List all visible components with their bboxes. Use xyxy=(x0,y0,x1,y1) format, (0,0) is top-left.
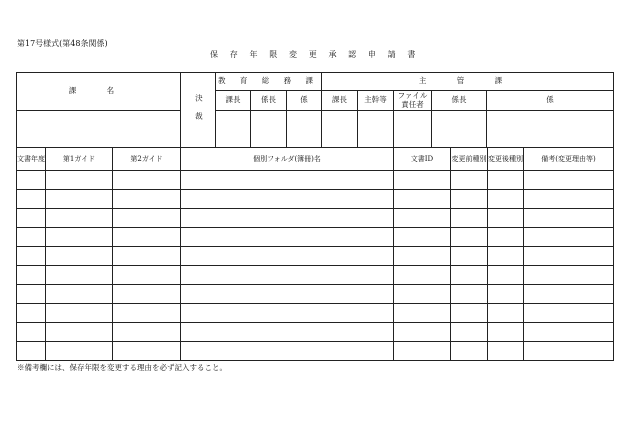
header-bunsho-nendo: 文書年度 xyxy=(17,148,46,171)
table-row xyxy=(17,171,614,190)
seal-cell[interactable] xyxy=(322,111,358,148)
entry-cell[interactable] xyxy=(524,209,614,228)
table-row xyxy=(17,247,614,266)
shukan-ka-header: 主 管 課 xyxy=(322,73,614,91)
header-before-type: 変更前種別 xyxy=(451,148,488,171)
entry-cell[interactable] xyxy=(46,304,113,323)
entry-cell[interactable] xyxy=(524,285,614,304)
entry-cell[interactable] xyxy=(46,228,113,247)
table-row xyxy=(17,304,614,323)
entry-cell[interactable] xyxy=(17,190,46,209)
role-kacho-shukan: 課長 xyxy=(322,91,358,111)
entry-cell[interactable] xyxy=(488,190,524,209)
entry-cell[interactable] xyxy=(451,228,488,247)
entry-cell[interactable] xyxy=(451,266,488,285)
entry-cell[interactable] xyxy=(46,342,113,361)
entry-cell[interactable] xyxy=(394,342,451,361)
entry-cell[interactable] xyxy=(181,209,394,228)
seal-cell[interactable] xyxy=(251,111,287,148)
entry-cell[interactable] xyxy=(181,171,394,190)
entry-cell[interactable] xyxy=(113,342,181,361)
entry-cell[interactable] xyxy=(394,190,451,209)
entry-cell[interactable] xyxy=(524,228,614,247)
entry-cell[interactable] xyxy=(524,247,614,266)
entry-cell[interactable] xyxy=(394,228,451,247)
entry-cell[interactable] xyxy=(394,323,451,342)
entry-cell[interactable] xyxy=(181,266,394,285)
header-document-id: 文書ID xyxy=(394,148,451,171)
entry-cell[interactable] xyxy=(181,304,394,323)
entry-cell[interactable] xyxy=(46,209,113,228)
table-row xyxy=(17,285,614,304)
entry-cell[interactable] xyxy=(17,304,46,323)
seal-cell[interactable] xyxy=(216,111,251,148)
entry-cell[interactable] xyxy=(46,190,113,209)
entry-cell[interactable] xyxy=(181,228,394,247)
entry-cell[interactable] xyxy=(181,342,394,361)
role-kakaricho-shukan: 係長 xyxy=(432,91,487,111)
entry-cell[interactable] xyxy=(181,323,394,342)
kessai-label: 決 裁 xyxy=(181,73,216,148)
entry-cell[interactable] xyxy=(488,266,524,285)
table-row xyxy=(17,342,614,361)
table-row xyxy=(17,209,614,228)
entry-cell[interactable] xyxy=(17,171,46,190)
entry-cell[interactable] xyxy=(113,171,181,190)
table-row xyxy=(17,323,614,342)
entry-cell[interactable] xyxy=(181,247,394,266)
entry-cell[interactable] xyxy=(394,247,451,266)
entry-cell[interactable] xyxy=(451,285,488,304)
entry-cell[interactable] xyxy=(451,342,488,361)
role-kacho: 課長 xyxy=(216,91,251,111)
entry-cell[interactable] xyxy=(394,285,451,304)
entry-cell[interactable] xyxy=(488,171,524,190)
entry-cell[interactable] xyxy=(451,209,488,228)
ka-mei-input-cell[interactable] xyxy=(17,111,181,148)
entry-cell[interactable] xyxy=(524,171,614,190)
seal-cell[interactable] xyxy=(358,111,394,148)
entry-cell[interactable] xyxy=(113,323,181,342)
role-shukanto: 主幹等 xyxy=(358,91,394,111)
entry-cell[interactable] xyxy=(451,190,488,209)
entry-cell[interactable] xyxy=(113,304,181,323)
entry-cell[interactable] xyxy=(46,266,113,285)
entry-cell[interactable] xyxy=(113,266,181,285)
header-folder-name: 個別フォルダ(簿冊)名 xyxy=(181,148,394,171)
entry-cell[interactable] xyxy=(451,304,488,323)
role-kakaricho: 係長 xyxy=(251,91,287,111)
entry-cell[interactable] xyxy=(113,190,181,209)
entry-cell[interactable] xyxy=(488,228,524,247)
form-number: 第17号様式(第48条関係) xyxy=(17,39,108,48)
entry-cell[interactable] xyxy=(113,247,181,266)
entry-cell[interactable] xyxy=(451,323,488,342)
entry-cell[interactable] xyxy=(17,209,46,228)
footnote: ※備考欄には、保存年限を変更する理由を必ず記入すること。 xyxy=(17,363,227,372)
header-after-type: 変更後種別 xyxy=(488,148,524,171)
entry-cell[interactable] xyxy=(488,323,524,342)
seal-cell[interactable] xyxy=(394,111,432,148)
entry-cell[interactable] xyxy=(488,209,524,228)
entry-cell[interactable] xyxy=(488,285,524,304)
entry-cell[interactable] xyxy=(488,304,524,323)
entry-cell[interactable] xyxy=(113,209,181,228)
entry-cell[interactable] xyxy=(524,342,614,361)
seal-cell[interactable] xyxy=(487,111,614,148)
document-list-table xyxy=(16,147,614,361)
seal-cell[interactable] xyxy=(287,111,322,148)
entry-cell[interactable] xyxy=(524,266,614,285)
entry-cell[interactable] xyxy=(181,190,394,209)
entry-cell[interactable] xyxy=(394,266,451,285)
entry-cell[interactable] xyxy=(17,323,46,342)
entry-cell[interactable] xyxy=(17,228,46,247)
header-guide-2: 第2ガイド xyxy=(113,148,181,171)
entry-cell[interactable] xyxy=(46,247,113,266)
table-row xyxy=(17,190,614,209)
entry-cell[interactable] xyxy=(394,304,451,323)
entry-cell[interactable] xyxy=(394,209,451,228)
table-row xyxy=(17,266,614,285)
entry-cell[interactable] xyxy=(17,247,46,266)
entry-cell[interactable] xyxy=(181,285,394,304)
entry-cell[interactable] xyxy=(113,228,181,247)
kyoiku-somu-ka-header: 教 育 総 務 課 xyxy=(216,73,322,91)
header-guide-1: 第1ガイド xyxy=(46,148,113,171)
entry-cell[interactable] xyxy=(488,247,524,266)
entry-cell[interactable] xyxy=(451,171,488,190)
role-kakari-shukan: 係 xyxy=(487,91,614,111)
entry-cell[interactable] xyxy=(46,285,113,304)
role-kakari: 係 xyxy=(287,91,322,111)
entry-cell[interactable] xyxy=(113,285,181,304)
role-file-sekininsha: ファイル責任者 xyxy=(394,91,432,111)
entry-cell[interactable] xyxy=(488,342,524,361)
entry-cell[interactable] xyxy=(17,266,46,285)
approval-table xyxy=(16,72,614,148)
entry-cell[interactable] xyxy=(451,247,488,266)
entry-cell[interactable] xyxy=(394,171,451,190)
table-row xyxy=(17,228,614,247)
entry-cell[interactable] xyxy=(46,171,113,190)
document-title: 保 存 年 限 変 更 承 認 申 請 書 xyxy=(209,50,421,59)
entry-cell[interactable] xyxy=(46,323,113,342)
entry-cell[interactable] xyxy=(17,342,46,361)
entry-cell[interactable] xyxy=(524,304,614,323)
header-remarks: 備考(変更理由等) xyxy=(524,148,614,171)
entry-cell[interactable] xyxy=(524,323,614,342)
seal-cell[interactable] xyxy=(432,111,487,148)
entry-cell[interactable] xyxy=(524,190,614,209)
entry-cell[interactable] xyxy=(17,285,46,304)
ka-mei-label: 課 名 xyxy=(17,73,181,111)
